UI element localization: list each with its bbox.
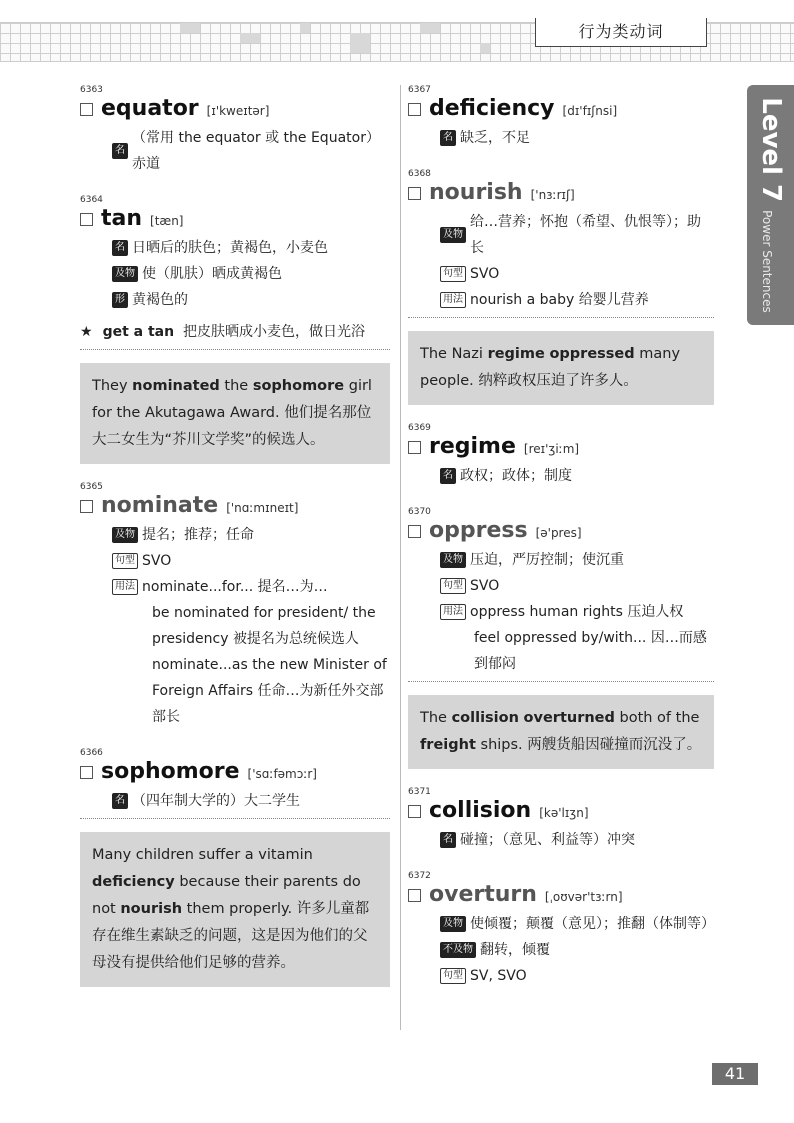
grid-shade bbox=[350, 33, 370, 53]
pos-tag: 名 bbox=[440, 468, 456, 484]
phrase-line bbox=[80, 319, 390, 345]
checkbox-icon[interactable] bbox=[408, 525, 421, 538]
phonetic: [dɪ'fɪʃnsi] bbox=[562, 104, 618, 118]
pos-tag: 及物 bbox=[112, 527, 138, 543]
sentence-keyword: freight bbox=[420, 737, 476, 753]
sentence-keyword: nourish bbox=[120, 901, 183, 917]
power-sentence bbox=[408, 331, 714, 405]
definition: 黄褐色的 bbox=[132, 292, 188, 308]
sentence-text: The bbox=[420, 710, 452, 726]
sentence-text: ships. 两艘货船因碰撞而沉没了。 bbox=[475, 737, 702, 753]
entry-number: 6366 bbox=[80, 748, 103, 758]
page-number: 41 bbox=[712, 1063, 758, 1085]
headword: equator bbox=[101, 96, 199, 121]
checkbox-icon[interactable] bbox=[408, 889, 421, 902]
sentence-text: girl for the Akutagawa Award. 他们提名那位大二女生为“芥川文学奖”的候选人。 bbox=[92, 378, 372, 448]
column-divider bbox=[400, 85, 401, 1030]
checkbox-icon[interactable] bbox=[408, 805, 421, 818]
definition: SVO bbox=[142, 553, 172, 569]
pos-tag: 形 bbox=[112, 292, 128, 308]
phonetic: ['nɜːrɪʃ] bbox=[530, 188, 575, 202]
headword: oppress bbox=[429, 518, 528, 543]
entry-number: 6370 bbox=[408, 507, 431, 517]
sentence-keyword: overturned bbox=[523, 710, 615, 726]
headword: deficiency bbox=[429, 96, 555, 121]
definition: 给…营养；怀抱（希望、仇恨等）；助长 bbox=[470, 214, 701, 256]
pos-tag: 名 bbox=[112, 240, 128, 256]
entry-number: 6372 bbox=[408, 871, 431, 881]
grid-shade bbox=[420, 23, 440, 33]
entry-number: 6365 bbox=[80, 482, 103, 492]
usage-tag: 用法 bbox=[112, 579, 138, 595]
sentence-text: Many children suffer a vitamin bbox=[92, 847, 313, 863]
definition: （常用 the equator 或 the Equator）赤道 bbox=[132, 130, 380, 172]
sentence-keyword: deficiency bbox=[92, 874, 175, 890]
pos-tag: 及物 bbox=[440, 916, 466, 932]
headword: overturn bbox=[429, 882, 537, 907]
grid-shade bbox=[240, 33, 260, 43]
phonetic: [reɪ'ʒiːm] bbox=[523, 442, 580, 456]
definition: nominate...for... 提名…为… bbox=[142, 579, 328, 595]
star-icon: ★ bbox=[80, 324, 93, 340]
usage-tag: 用法 bbox=[440, 292, 466, 308]
chapter-title: 行为类动词 bbox=[535, 18, 707, 47]
pos-tag: 不及物 bbox=[440, 942, 476, 958]
pos-tag: 及物 bbox=[440, 552, 466, 568]
definition: SVO bbox=[470, 266, 500, 282]
entry-overturn bbox=[408, 871, 714, 989]
usage-example: feel oppressed by/with... 因…而感到郁闷 bbox=[474, 630, 707, 672]
grid-shade bbox=[300, 23, 310, 33]
definition: 翻转，倾覆 bbox=[480, 942, 550, 958]
headword: nourish bbox=[429, 180, 523, 205]
definition: 压迫，严厉控制；使沉重 bbox=[470, 552, 624, 568]
phonetic: [ɪ'kweɪtər] bbox=[206, 104, 270, 118]
sentence-text: them properly. 许多儿童都存在维生素缺乏的问题，这是因为他们的父母没有提供给他们足够的营养。 bbox=[92, 901, 370, 971]
definition: nourish a baby 给婴儿营养 bbox=[470, 292, 649, 308]
usage-example: nominate...as the new Minister of Foreign Affairs 任命…为新任外交部部长 bbox=[152, 657, 387, 725]
sentence-keyword: nominated bbox=[132, 378, 220, 394]
phonetic: ['nɑːmɪneɪt] bbox=[226, 501, 299, 515]
headword: collision bbox=[429, 798, 532, 823]
phonetic: [ˌoʊvər'tɜːrn] bbox=[544, 890, 623, 904]
definition: 碰撞；（意见、利益等）冲突 bbox=[460, 832, 635, 848]
definition: 缺乏，不足 bbox=[460, 130, 530, 146]
sentence-keyword: collision bbox=[451, 710, 519, 726]
pos-tag: 及物 bbox=[112, 266, 138, 282]
phrase: get a tan bbox=[102, 324, 175, 340]
definition: 日晒后的肤色；黄褐色，小麦色 bbox=[132, 240, 328, 256]
pattern-tag: 句型 bbox=[440, 968, 466, 984]
headword: sophomore bbox=[101, 759, 240, 784]
sentence-text: many people. 纳粹政权压迫了许多人。 bbox=[420, 346, 681, 389]
phonetic: [kə'lɪʒn] bbox=[539, 806, 589, 820]
sentence-keyword: sophomore bbox=[252, 378, 345, 394]
pos-tag: 名 bbox=[112, 793, 128, 809]
pattern-tag: 句型 bbox=[440, 266, 466, 282]
sentence-keyword: regime bbox=[487, 346, 545, 362]
sentence-text: the bbox=[219, 378, 253, 394]
definition: 提名；推荐；任命 bbox=[142, 527, 254, 543]
definition: 政权；政体；制度 bbox=[460, 468, 572, 484]
power-sentence bbox=[80, 363, 390, 464]
entry-nourish bbox=[408, 169, 714, 313]
definition: 使倾覆；颠覆（意见）；推翻（体制等） bbox=[470, 916, 715, 932]
level-side-tab bbox=[747, 85, 794, 325]
checkbox-icon[interactable] bbox=[80, 766, 93, 779]
checkbox-icon[interactable] bbox=[408, 103, 421, 116]
sentence-text: The Nazi bbox=[420, 346, 488, 362]
pattern-tag: 句型 bbox=[440, 578, 466, 594]
entry-number: 6368 bbox=[408, 169, 431, 179]
entry-tan bbox=[80, 195, 390, 345]
right-column bbox=[408, 85, 714, 1007]
phrase-definition: 把皮肤晒成小麦色，做日光浴 bbox=[182, 324, 365, 340]
headword: regime bbox=[429, 434, 516, 459]
entry-nominate bbox=[80, 482, 390, 730]
checkbox-icon[interactable] bbox=[80, 500, 93, 513]
pos-tag: 及物 bbox=[440, 227, 466, 243]
checkbox-icon[interactable] bbox=[80, 103, 93, 116]
entry-regime bbox=[408, 423, 714, 489]
left-column bbox=[80, 85, 390, 1005]
entry-number: 6363 bbox=[80, 85, 103, 95]
sentence-keyword: oppressed bbox=[549, 346, 635, 362]
phonetic: ['sɑːfəmɔːr] bbox=[247, 767, 317, 781]
definition: SVO bbox=[470, 578, 500, 594]
power-sentence bbox=[408, 695, 714, 769]
definition: 使（肌肤）晒成黄褐色 bbox=[142, 266, 282, 282]
entry-number: 6367 bbox=[408, 85, 431, 95]
entry-number: 6364 bbox=[80, 195, 103, 205]
sentence-text: They bbox=[92, 378, 133, 394]
power-sentence bbox=[80, 832, 390, 987]
pos-tag: 名 bbox=[440, 130, 456, 146]
checkbox-icon[interactable] bbox=[80, 213, 93, 226]
headword: nominate bbox=[101, 493, 219, 518]
sentence-text: because their parents do not bbox=[92, 874, 361, 917]
entry-number: 6369 bbox=[408, 423, 431, 433]
entry-number: 6371 bbox=[408, 787, 431, 797]
level-label: Level 7 bbox=[755, 97, 786, 203]
grid-shade bbox=[180, 23, 200, 33]
definition: oppress human rights 压迫人权 bbox=[470, 604, 684, 620]
entry-deficiency bbox=[408, 85, 714, 151]
pattern-tag: 句型 bbox=[112, 553, 138, 569]
entry-equator bbox=[80, 85, 390, 177]
entry-collision bbox=[408, 787, 714, 853]
grid-shade bbox=[480, 43, 490, 53]
phonetic: [tæn] bbox=[150, 214, 184, 228]
pos-tag: 名 bbox=[440, 832, 456, 848]
definition: SV, SVO bbox=[470, 968, 527, 984]
usage-tag: 用法 bbox=[440, 604, 466, 620]
sentence-text: both of the bbox=[614, 710, 700, 726]
entry-sophomore bbox=[80, 748, 390, 814]
entry-oppress bbox=[408, 507, 714, 677]
headword: tan bbox=[101, 206, 143, 231]
phonetic: [ə'pres] bbox=[535, 526, 582, 540]
usage-example: be nominated for president/ the presidency 被提名为总统候选人 bbox=[152, 605, 376, 647]
checkbox-icon[interactable] bbox=[408, 187, 421, 200]
checkbox-icon[interactable] bbox=[408, 441, 421, 454]
pos-tag: 名 bbox=[112, 143, 128, 159]
definition: （四年制大学的）大二学生 bbox=[132, 793, 300, 809]
level-subtitle: Power Sentences bbox=[759, 210, 774, 313]
